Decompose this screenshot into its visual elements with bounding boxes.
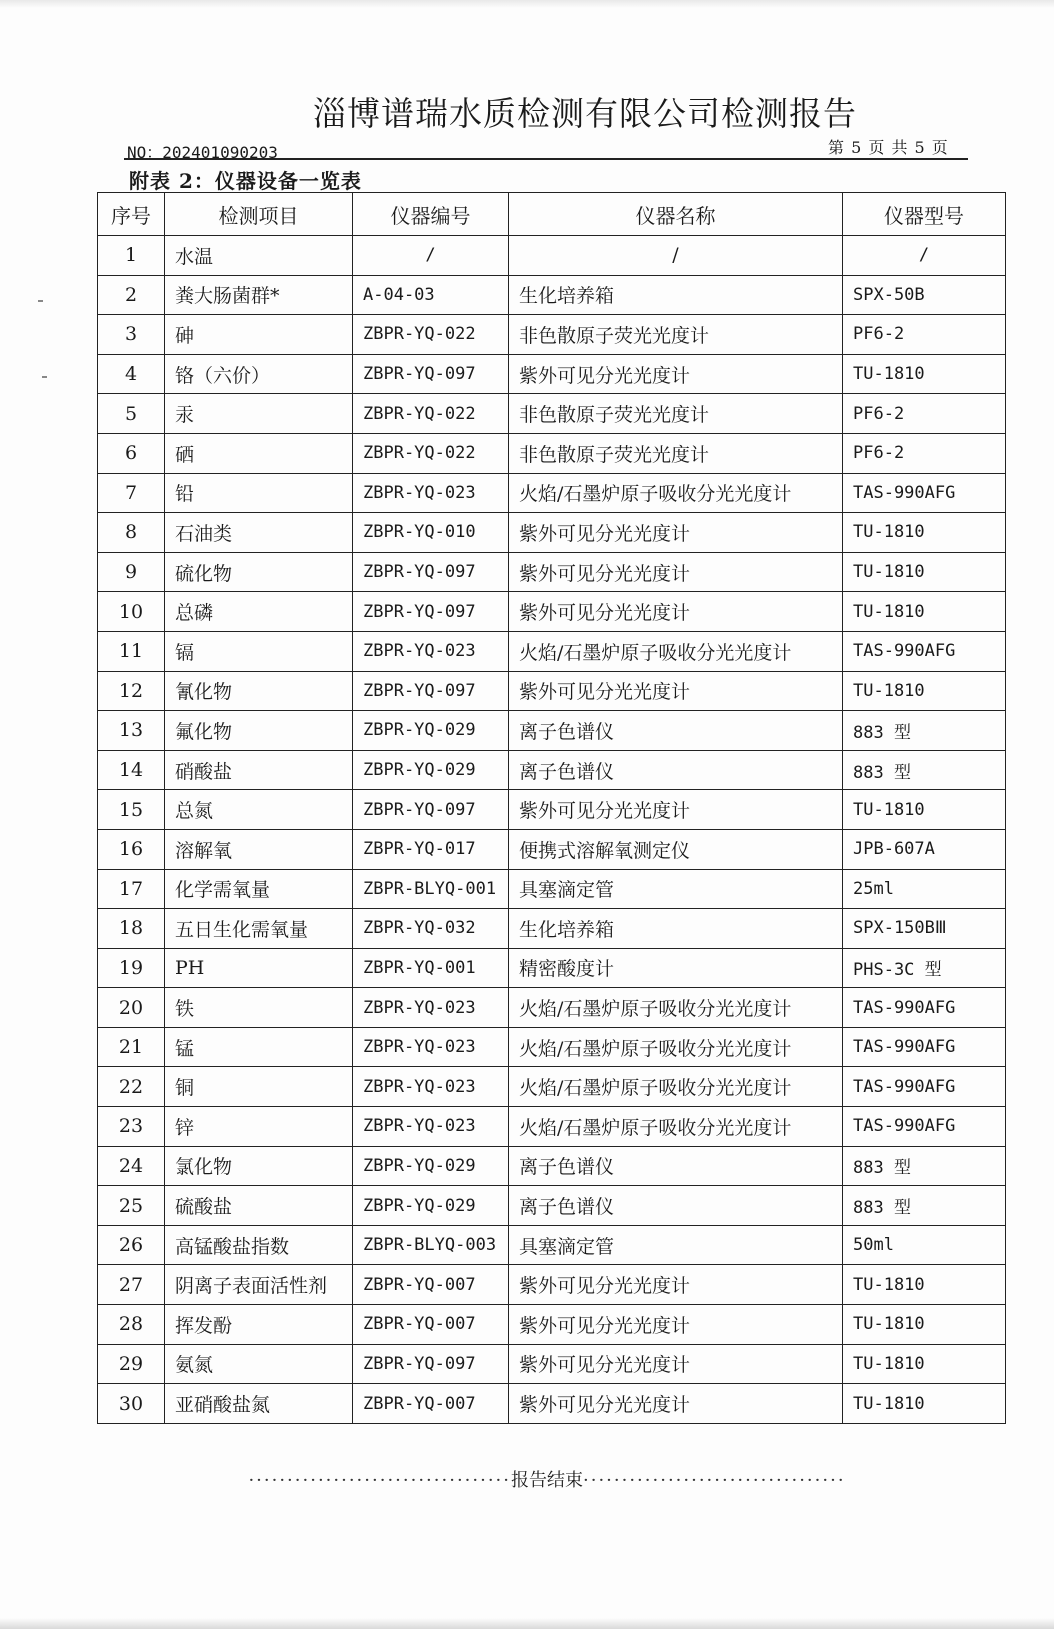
row-no: 5	[98, 394, 165, 434]
table-row	[98, 1305, 1006, 1345]
row-test-item: 五日生化需氧量	[165, 909, 353, 949]
row-instrument-model: TU-1810	[843, 671, 1006, 711]
table-row	[98, 1265, 1006, 1305]
row-instrument-name: 火焰/石墨炉原子吸收分光光度计	[509, 988, 843, 1028]
row-instrument-name: 离子色谱仪	[509, 1186, 843, 1226]
end-dots-right: ··································	[583, 1470, 846, 1491]
row-instrument-name: 生化培养箱	[509, 909, 843, 949]
row-test-item: 锰	[165, 1027, 353, 1067]
row-no: 24	[98, 1146, 165, 1186]
row-test-item: 氨氮	[165, 1344, 353, 1384]
row-instrument-code: ZBPR-YQ-022	[353, 433, 509, 473]
report-end-text: 报告结束	[511, 1470, 583, 1491]
row-instrument-name: 紫外可见分光光度计	[509, 1344, 843, 1384]
row-no: 7	[98, 473, 165, 513]
table-row	[98, 1146, 1006, 1186]
row-no: 25	[98, 1186, 165, 1226]
table-row	[98, 236, 1006, 276]
row-test-item: 汞	[165, 394, 353, 434]
table-row	[98, 315, 1006, 355]
row-instrument-code: ZBPR-YQ-029	[353, 711, 509, 751]
row-no: 4	[98, 354, 165, 394]
scan-speck	[42, 376, 47, 378]
row-instrument-code: ZBPR-YQ-023	[353, 1067, 509, 1107]
row-instrument-model: /	[843, 236, 1006, 276]
row-instrument-model: TU-1810	[843, 1305, 1006, 1345]
table-row	[98, 711, 1006, 751]
table-row	[98, 750, 1006, 790]
row-no: 13	[98, 711, 165, 751]
row-test-item: 铜	[165, 1067, 353, 1107]
table-row	[98, 1107, 1006, 1147]
row-instrument-code: ZBPR-YQ-023	[353, 1107, 509, 1147]
row-instrument-model: TAS-990AFG	[843, 1027, 1006, 1067]
row-instrument-model: TAS-990AFG	[843, 1067, 1006, 1107]
row-instrument-name: 紫外可见分光光度计	[509, 1265, 843, 1305]
row-no: 26	[98, 1225, 165, 1265]
row-no: 8	[98, 513, 165, 553]
column-header-code: 仪器编号	[353, 193, 509, 236]
row-instrument-code: ZBPR-YQ-007	[353, 1305, 509, 1345]
row-instrument-code: ZBPR-YQ-007	[353, 1265, 509, 1305]
scan-edge-top	[0, 0, 1054, 8]
row-test-item: 石油类	[165, 513, 353, 553]
column-header-model: 仪器型号	[843, 193, 1006, 236]
table-row	[98, 1027, 1006, 1067]
table-row	[98, 513, 1006, 553]
row-instrument-name: 火焰/石墨炉原子吸收分光光度计	[509, 1067, 843, 1107]
row-instrument-model: SPX-150BⅢ	[843, 909, 1006, 949]
row-test-item: 溶解氧	[165, 829, 353, 869]
row-no: 28	[98, 1305, 165, 1345]
row-instrument-name: 火焰/石墨炉原子吸收分光光度计	[509, 631, 843, 671]
row-instrument-model: PF6-2	[843, 394, 1006, 434]
row-no: 30	[98, 1384, 165, 1424]
row-instrument-model: TAS-990AFG	[843, 1107, 1006, 1147]
row-no: 15	[98, 790, 165, 830]
table-row	[98, 354, 1006, 394]
row-instrument-code: ZBPR-YQ-022	[353, 315, 509, 355]
table-row	[98, 1186, 1006, 1226]
row-instrument-code: ZBPR-YQ-010	[353, 513, 509, 553]
table-row	[98, 1067, 1006, 1107]
row-test-item: 总磷	[165, 592, 353, 632]
row-no: 23	[98, 1107, 165, 1147]
row-instrument-model: TAS-990AFG	[843, 631, 1006, 671]
row-instrument-code: ZBPR-BLYQ-003	[353, 1225, 509, 1265]
row-test-item: 氟化物	[165, 711, 353, 751]
table-row	[98, 988, 1006, 1028]
row-instrument-name: 便携式溶解氧测定仪	[509, 829, 843, 869]
row-test-item: 总氮	[165, 790, 353, 830]
report-end-line	[127, 1466, 967, 1492]
row-instrument-code: ZBPR-YQ-023	[353, 631, 509, 671]
row-no: 21	[98, 1027, 165, 1067]
table-row	[98, 275, 1006, 315]
row-instrument-model: JPB-607A	[843, 829, 1006, 869]
table-row	[98, 473, 1006, 513]
row-instrument-model: TU-1810	[843, 552, 1006, 592]
table-row	[98, 552, 1006, 592]
end-dots-left: ··································	[248, 1470, 511, 1491]
table-row	[98, 671, 1006, 711]
row-instrument-code: ZBPR-YQ-022	[353, 394, 509, 434]
row-test-item: 镉	[165, 631, 353, 671]
row-instrument-name: 紫外可见分光光度计	[509, 552, 843, 592]
row-instrument-code: ZBPR-YQ-097	[353, 671, 509, 711]
row-no: 18	[98, 909, 165, 949]
row-test-item: 亚硝酸盐氮	[165, 1384, 353, 1424]
row-test-item: 硫酸盐	[165, 1186, 353, 1226]
row-no: 3	[98, 315, 165, 355]
row-instrument-model: TU-1810	[843, 513, 1006, 553]
row-no: 17	[98, 869, 165, 909]
table-header-row	[98, 193, 1006, 236]
row-test-item: 阴离子表面活性剂	[165, 1265, 353, 1305]
row-no: 6	[98, 433, 165, 473]
row-instrument-model: 883 型	[843, 750, 1006, 790]
row-test-item: 氯化物	[165, 1146, 353, 1186]
row-instrument-model: TAS-990AFG	[843, 473, 1006, 513]
row-instrument-name: 火焰/石墨炉原子吸收分光光度计	[509, 1107, 843, 1147]
row-test-item: 硒	[165, 433, 353, 473]
table-row	[98, 631, 1006, 671]
column-header-name: 仪器名称	[509, 193, 843, 236]
row-instrument-code: ZBPR-YQ-032	[353, 909, 509, 949]
row-no: 1	[98, 236, 165, 276]
row-instrument-name: 火焰/石墨炉原子吸收分光光度计	[509, 473, 843, 513]
table-row	[98, 909, 1006, 949]
row-instrument-code: ZBPR-YQ-023	[353, 473, 509, 513]
table-row	[98, 1344, 1006, 1384]
row-instrument-name: 精密酸度计	[509, 948, 843, 988]
row-no: 12	[98, 671, 165, 711]
table-row	[98, 592, 1006, 632]
row-instrument-name: 离子色谱仪	[509, 1146, 843, 1186]
header-rule	[124, 158, 968, 160]
row-test-item: 锌	[165, 1107, 353, 1147]
row-instrument-model: PF6-2	[843, 433, 1006, 473]
table-row	[98, 948, 1006, 988]
appendix-title: 附表 2：仪器设备一览表	[129, 169, 362, 193]
row-instrument-model: TAS-990AFG	[843, 988, 1006, 1028]
row-instrument-code: ZBPR-YQ-097	[353, 552, 509, 592]
row-instrument-name: 紫外可见分光光度计	[509, 1384, 843, 1424]
table-row	[98, 1225, 1006, 1265]
row-no: 10	[98, 592, 165, 632]
column-header-no: 序号	[98, 193, 165, 236]
row-instrument-code: ZBPR-YQ-097	[353, 354, 509, 394]
row-instrument-code: ZBPR-YQ-007	[353, 1384, 509, 1424]
report-number: NO：202401090203	[127, 143, 278, 162]
row-test-item: 硫化物	[165, 552, 353, 592]
row-no: 9	[98, 552, 165, 592]
row-instrument-model: TU-1810	[843, 354, 1006, 394]
row-test-item: 铁	[165, 988, 353, 1028]
row-no: 19	[98, 948, 165, 988]
row-no: 14	[98, 750, 165, 790]
row-instrument-code: ZBPR-YQ-023	[353, 1027, 509, 1067]
row-instrument-model: 50ml	[843, 1225, 1006, 1265]
row-instrument-code: ZBPR-YQ-097	[353, 1344, 509, 1384]
row-test-item: 水温	[165, 236, 353, 276]
table-row	[98, 790, 1006, 830]
column-header-item: 检测项目	[165, 193, 353, 236]
row-instrument-code: ZBPR-YQ-029	[353, 750, 509, 790]
row-test-item: 氰化物	[165, 671, 353, 711]
row-instrument-name: 具塞滴定管	[509, 869, 843, 909]
row-instrument-model: TU-1810	[843, 1265, 1006, 1305]
row-instrument-code: ZBPR-YQ-023	[353, 988, 509, 1028]
row-instrument-name: 非色散原子荧光光度计	[509, 394, 843, 434]
row-instrument-name: 紫外可见分光光度计	[509, 790, 843, 830]
row-instrument-model: PF6-2	[843, 315, 1006, 355]
row-instrument-code: ZBPR-YQ-097	[353, 790, 509, 830]
row-instrument-name: 火焰/石墨炉原子吸收分光光度计	[509, 1027, 843, 1067]
row-no: 22	[98, 1067, 165, 1107]
table-body	[98, 236, 1006, 1424]
row-instrument-model: 883 型	[843, 1186, 1006, 1226]
row-test-item: 粪大肠菌群*	[165, 275, 353, 315]
row-test-item: 挥发酚	[165, 1305, 353, 1345]
row-instrument-code: A-04-03	[353, 275, 509, 315]
row-instrument-model: TU-1810	[843, 1344, 1006, 1384]
row-instrument-name: 非色散原子荧光光度计	[509, 315, 843, 355]
row-instrument-name: /	[509, 236, 843, 276]
table-row	[98, 1384, 1006, 1424]
row-no: 20	[98, 988, 165, 1028]
row-instrument-code: /	[353, 236, 509, 276]
row-test-item: 铬（六价）	[165, 354, 353, 394]
row-instrument-code: ZBPR-YQ-029	[353, 1146, 509, 1186]
row-no: 29	[98, 1344, 165, 1384]
row-instrument-model: TU-1810	[843, 790, 1006, 830]
scan-edge-bottom	[0, 1618, 1054, 1629]
report-title: 淄博谱瑞水质检测有限公司检测报告	[313, 94, 857, 133]
row-instrument-name: 紫外可见分光光度计	[509, 1305, 843, 1345]
row-instrument-model: 25ml	[843, 869, 1006, 909]
row-instrument-model: TU-1810	[843, 592, 1006, 632]
row-no: 27	[98, 1265, 165, 1305]
row-test-item: 铅	[165, 473, 353, 513]
row-test-item: 硝酸盐	[165, 750, 353, 790]
table-row	[98, 394, 1006, 434]
table-row	[98, 869, 1006, 909]
row-test-item: 高锰酸盐指数	[165, 1225, 353, 1265]
row-no: 11	[98, 631, 165, 671]
row-no: 2	[98, 275, 165, 315]
page-indicator: 第 5 页 共 5 页	[828, 138, 949, 157]
row-test-item: PH	[165, 948, 353, 988]
row-instrument-name: 离子色谱仪	[509, 711, 843, 751]
row-instrument-name: 紫外可见分光光度计	[509, 671, 843, 711]
row-test-item: 化学需氧量	[165, 869, 353, 909]
row-instrument-name: 紫外可见分光光度计	[509, 354, 843, 394]
row-instrument-model: 883 型	[843, 1146, 1006, 1186]
scan-speck	[38, 300, 43, 302]
row-instrument-code: ZBPR-BLYQ-001	[353, 869, 509, 909]
row-instrument-name: 生化培养箱	[509, 275, 843, 315]
row-instrument-name: 紫外可见分光光度计	[509, 513, 843, 553]
row-instrument-name: 离子色谱仪	[509, 750, 843, 790]
table-row	[98, 433, 1006, 473]
row-instrument-model: TU-1810	[843, 1384, 1006, 1424]
row-instrument-model: PHS-3C 型	[843, 948, 1006, 988]
row-no: 16	[98, 829, 165, 869]
row-instrument-code: ZBPR-YQ-017	[353, 829, 509, 869]
row-instrument-name: 非色散原子荧光光度计	[509, 433, 843, 473]
table-row	[98, 829, 1006, 869]
row-instrument-model: SPX-50B	[843, 275, 1006, 315]
row-instrument-model: 883 型	[843, 711, 1006, 751]
row-instrument-code: ZBPR-YQ-029	[353, 1186, 509, 1226]
row-instrument-code: ZBPR-YQ-097	[353, 592, 509, 632]
equipment-table	[97, 192, 1006, 1424]
row-instrument-name: 紫外可见分光光度计	[509, 592, 843, 632]
row-instrument-code: ZBPR-YQ-001	[353, 948, 509, 988]
row-test-item: 砷	[165, 315, 353, 355]
row-instrument-name: 具塞滴定管	[509, 1225, 843, 1265]
